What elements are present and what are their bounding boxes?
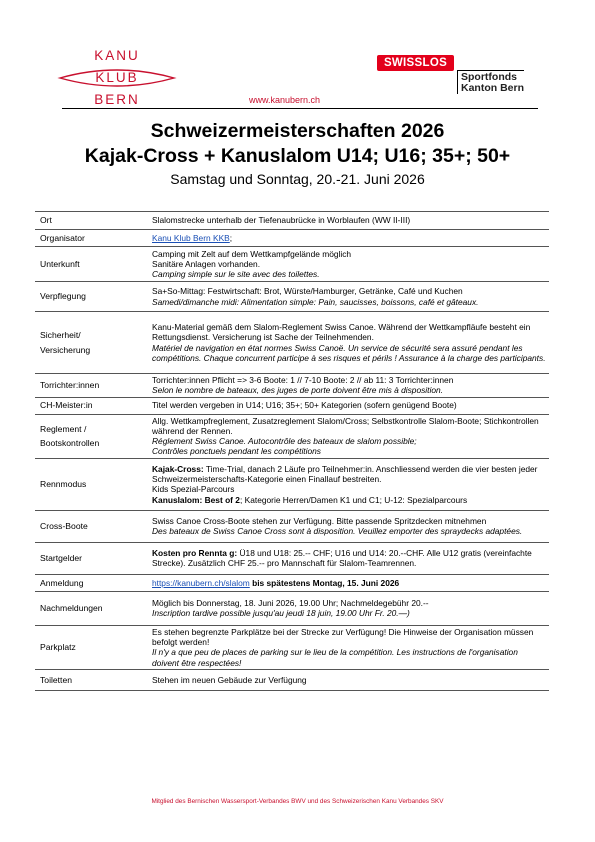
- page-title: Schweizermeisterschaften 2026: [150, 120, 445, 142]
- row-value: [147, 247, 549, 282]
- value-line: Réglement Swiss Canoe. Autocontrôle des bateaux de slalom possible;: [152, 436, 417, 447]
- table-row: [35, 669, 549, 690]
- table-row: [35, 574, 549, 591]
- value-line: Torrichter:innen Pflicht => 3-6 Boote: 1 // 7-10 Boote: 2 // ab 11: 3 Torrichter:innen: [152, 375, 454, 385]
- row-value: [147, 397, 549, 414]
- info-table: [35, 211, 549, 691]
- table-row: [35, 458, 549, 510]
- value-line: Inscription tardive possible jusqu'au jeudi 18 juin, 19.00 Uhr Fr. 20.—): [152, 608, 410, 619]
- row-value: [147, 212, 549, 230]
- header-divider: [62, 108, 538, 109]
- table-row: [35, 414, 549, 458]
- event-date: Samstag und Sonntag, 20.-21. Juni 2026: [170, 171, 425, 187]
- row-value: [147, 414, 549, 458]
- row-label: Nachmeldungen: [35, 591, 147, 625]
- value-line: Sanitäre Anlagen vorhanden.: [152, 258, 261, 269]
- logo-line-3: BERN: [94, 92, 140, 107]
- link[interactable]: https://kanubern.ch/slalom: [152, 577, 250, 588]
- value-line: Matériel de navigation en état normes Swiss Canoë. Un service de sécurité sera assuré pendant les compétitions. Chaque concurrent participe à ses risques et périls ! Assurance à la charge des participants.: [152, 342, 546, 363]
- table-row: [35, 625, 549, 669]
- value-line: Selon le nombre de bateaux, des juges de porte doivent être mis à disposition.: [152, 385, 443, 396]
- value-line: Kanu Klub Bern KKB;: [152, 232, 233, 243]
- table-row: [35, 247, 549, 282]
- value-line: Camping simple sur le site avec des toilettes.: [152, 269, 320, 280]
- row-label: Rennmodus: [35, 458, 147, 510]
- table-row: [35, 212, 549, 230]
- value-line: Kajak-Cross: Time-Trial, danach 2 Läufe pro Teilnehmer:in. Anschliessend werden die vier besten jeder Schweizermeisterschafts-Kategorie einen Finallauf bestreiten.: [152, 463, 538, 484]
- table-row: [35, 591, 549, 625]
- row-label: Reglement / Bootskontrollen: [35, 414, 147, 458]
- website-link[interactable]: www.kanubern.ch: [249, 95, 321, 105]
- row-label: Anmeldung: [35, 574, 147, 591]
- row-label: Unterkunft: [35, 247, 147, 282]
- table-row: [35, 397, 549, 414]
- row-value: [147, 625, 549, 669]
- row-value: [147, 458, 549, 510]
- value-line: Allg. Wettkampfreglement, Zusatzreglement Slalom/Cross; Selbstkontrolle Slalom-Boote; Stichkontrollen während der Rennen.: [152, 415, 539, 436]
- value-line: Samedi/dimanche midi: Alimentation simple: Pain, saucisses, boissons, café et gâteaux.: [152, 296, 479, 307]
- sportfonds-line-2: Kanton Bern: [461, 82, 524, 94]
- row-label: Sicherheit/ Versicherung: [35, 312, 147, 374]
- logo-line-2: KLUB: [95, 70, 139, 85]
- row-value: [147, 374, 549, 398]
- row-value: [147, 574, 549, 591]
- value-line: Slalomstrecke unterhalb der Tiefenaubrücke in Worblaufen (WW II-III): [152, 215, 411, 226]
- table-row: [35, 510, 549, 542]
- sportfonds-logo: [457, 70, 524, 94]
- value-line: https://kanubern.ch/slalom bis spätestens Montag, 15. Juni 2026: [152, 577, 400, 588]
- value-line: Camping mit Zelt auf dem Wettkampfgelände möglich: [152, 248, 352, 259]
- value-line: Swiss Canoe Cross-Boote stehen zur Verfügung. Bitte passende Spritzdecken mitnehmen: [152, 515, 487, 526]
- row-value: [147, 312, 549, 374]
- row-value: [147, 510, 549, 542]
- row-label: Toiletten: [35, 669, 147, 690]
- row-label: Verpflegung: [35, 282, 147, 312]
- table-row: [35, 542, 549, 574]
- row-value: [147, 542, 549, 574]
- value-line: Stehen im neuen Gebäude zur Verfügung: [152, 674, 307, 685]
- table-row: [35, 312, 549, 374]
- row-label: CH-Meister:in: [35, 397, 147, 414]
- value-line: Titel werden vergeben in U14; U16; 35+; 50+ Kategorien (sofern genügend Boote): [152, 400, 457, 411]
- sportfonds-line-1: Sportfonds: [461, 71, 517, 83]
- row-label: Torrichter:innen: [35, 374, 147, 398]
- value-line: Des bateaux de Swiss Canoe Cross sont à disposition. Veuillez emporter des spraydecks adaptées.: [152, 526, 523, 537]
- row-label: Organisator: [35, 230, 147, 247]
- logo-line-1: KANU: [94, 48, 140, 63]
- row-label: Parkplatz: [35, 625, 147, 669]
- row-value: [147, 282, 549, 312]
- value-line: Kids Spezial-Parcours: [152, 484, 235, 495]
- row-value: [147, 591, 549, 625]
- swisslos-logo: SWISSLOS: [377, 55, 454, 71]
- value-line: Es stehen begrenzte Parkplätze bei der Strecke zur Verfügung! Die Hinweise der Organisation müssen befolgt werden!: [152, 626, 534, 648]
- value-line: Il n'y a que peu de places de parking sur le lieu de la compétition. Les instructions de l'organisation doivent être respectées!: [152, 647, 518, 668]
- value-line: Kanuslalom: Best of 2; Kategorie Herren/Damen K1 und C1; U-12: Spezialparcours: [152, 494, 468, 505]
- row-label: Startgelder: [35, 542, 147, 574]
- row-value: [147, 230, 549, 247]
- table-row: [35, 230, 549, 247]
- row-label: Cross-Boote: [35, 510, 147, 542]
- row-value: [147, 669, 549, 690]
- link[interactable]: Kanu Klub Bern KKB: [152, 232, 230, 243]
- row-label: Ort: [35, 212, 147, 230]
- value-line: Kosten pro Rennta g: Ü18 und U18: 25.-- CHF; U16 und U14: 20.--CHF. Alle U12 gratis (vereinfachte Strecke). Zusätzlich CHF 25.-- pro Mannschaft für Slalom-Teamrennen.: [152, 547, 532, 569]
- page-subtitle: Kajak-Cross + Kanuslalom U14; U16; 35+; 50+: [84, 145, 511, 167]
- kanu-klub-bern-logo: [52, 48, 182, 110]
- value-line: Möglich bis Donnerstag, 18. Juni 2026, 19.00 Uhr; Nachmeldegebühr 20.--: [152, 597, 429, 608]
- value-line: Kanu-Material gemäß dem Slalom-Reglement Swiss Canoe. Während der Wettkampfläufe besteht ein Rettungsdienst. Versicherung ist Sache der Teilnehmenden.: [152, 321, 531, 343]
- table-row: [35, 374, 549, 398]
- value-line: Sa+So-Mittag: Festwirtschaft: Brot, Würste/Hamburger, Getränke, Café und Kuchen: [152, 286, 463, 297]
- table-row: [35, 282, 549, 312]
- footer-note: Mitglied des Bernischen Wassersport-Verbandes BWV und des Schweizerischen Kanu Verbandes SKV: [151, 798, 444, 805]
- value-line: Contrôles ponctuels pendant les compétitions: [152, 446, 321, 457]
